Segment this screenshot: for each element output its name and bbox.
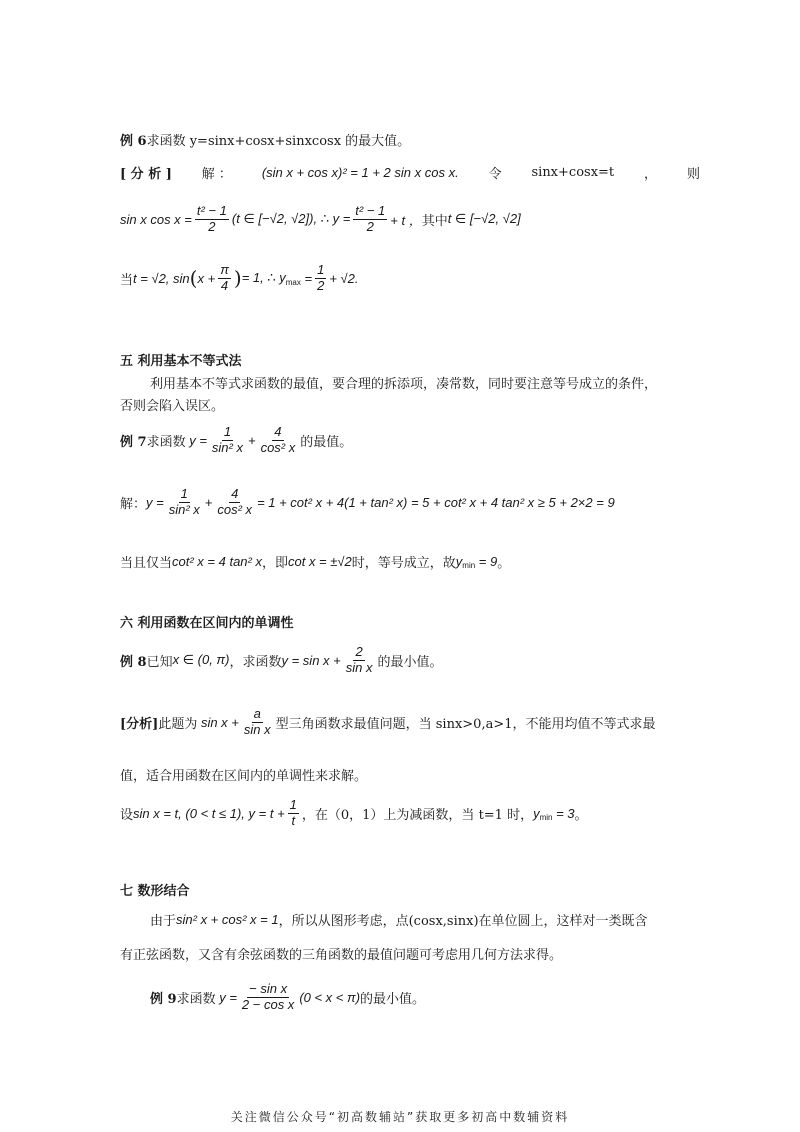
example-6-analysis-line xyxy=(120,163,700,182)
set-prefix: 设 xyxy=(120,807,134,823)
ling-word: 令 xyxy=(488,167,502,182)
example-8-analysis-label: [分析] xyxy=(120,716,159,732)
section-5-paragraph-line-1: 利用基本不等式求函数的最值，要合理的拆添项，凑常数，同时要注意等号成立的条件， xyxy=(150,377,658,392)
formula-identity: (sin x + cos x)² = 1 + 2 sin x cos x. xyxy=(261,165,459,180)
comma: ， xyxy=(644,167,658,182)
example-8-analysis-line-2: 值，适合用函数在区间内的单调性来求解。 xyxy=(120,769,368,784)
example-8-prefix: 已知 xyxy=(146,654,173,670)
condition-prefix: 当且仅当 xyxy=(120,556,173,571)
qizhong-word: 其中 xyxy=(421,213,448,229)
section-7-paragraph-line-1: 由于 sin² x + cos² x = 1 ，所以从图形考虑，点(cosx,sinx)在单位圆上，这样对一类既含 xyxy=(150,912,648,929)
example-8-label: 例 8 xyxy=(120,654,147,670)
analysis-post: 型三角函数求最值问题，当 sinx>0,a>1，不能用均值不等式求最 xyxy=(275,716,656,732)
then-word: 则 xyxy=(686,167,700,182)
dang-word: 当 xyxy=(120,272,134,288)
example-9-statement: 例 9 求函数 y = $\frac{\text{− sin x}}{\text{2 − cos x}}$ (0 < x < π) 的最小值。 xyxy=(150,981,426,1012)
example-9-label: 例 9 xyxy=(150,991,177,1007)
para-post: ，所以从图形考虑，点(cosx,sinx)在单位圆上，这样对一类既含 xyxy=(278,914,648,929)
section-7-paragraph-line-2: 有正弦函数，又含有余弦函数的三角函数的最值问题可考虑用几何方法求得。 xyxy=(120,948,563,963)
section-7-heading: 七 数形结合 xyxy=(120,884,190,899)
footer-notice: 关注微信公众号“初高数辅站”获取更多初高中数辅资料 xyxy=(230,1110,570,1124)
example-6-result-line: 当 t = √2, sin ( x + $\frac{\pi}{4}$ ) = 1, ∴ y max = $\frac{1}{2}$ + √2. xyxy=(120,262,359,293)
analysis-pre: 此题为 xyxy=(158,716,198,732)
example-6-text: 求函数 y=sinx+cosx+sinxcosx 的最大值。 xyxy=(146,134,411,149)
analysis-label: [ 分 析 ] xyxy=(120,167,172,182)
example-7-solution-line: 解： y = $\frac{1}{\text{sin² x}}$ + $\frac{4}{\text{cos² x}}$ = 1 + cot² x + 4(1 + tan² x) = 5 + cot² x + 4 tan² x ≥ 5 + 2×2 = 9 xyxy=(120,486,615,517)
para-pre: 由于 xyxy=(150,914,177,929)
condition-suffix: 时，等号成立，故 xyxy=(351,556,456,571)
example-8-analysis-line-1: [分析] 此题为 sin x + $\frac{a}{\text{sin x}}$ 型三角函数求最值问题，当 sinx>0,a>1，不能用均值不等式求最 xyxy=(120,706,656,737)
example-7-condition-line: 当且仅当 cot² x = 4 tan² x ，即 cot x = ±√2 时，等号成立，故 y min = 9 。 xyxy=(120,554,511,571)
set-end: 。 xyxy=(574,807,588,823)
example-9-prefix: 求函数 xyxy=(176,991,216,1007)
example-8-mid: ，求函数 xyxy=(229,654,282,670)
example-7-label: 例 7 xyxy=(120,434,147,450)
example-6-substitution-line: sin x cos x = $\frac{\text{t² − 1}}{2}$ (t ∈ [−√2, √2]), ∴ y = $\frac{\text{t² − 1}}{2}$ + t ， 其中 t ∈ [−√2, √2] xyxy=(120,203,521,234)
example-8-statement: 例 8 已知 x ∈ (0, π) ，求函数 y = sin x + $\frac{2}{\text{sin x}}$ 的最小值。 xyxy=(120,644,443,675)
set-mid: ，在（0，1）上为减函数，当 t=1 时， xyxy=(301,807,534,823)
substitution-text: sinx+cosx=t xyxy=(531,165,615,180)
section-5-paragraph-line-2: 否则会陷入误区。 xyxy=(120,399,225,414)
solution-label: 解 ： xyxy=(201,167,232,182)
example-7-prefix: 求函数 xyxy=(146,434,186,450)
section-5-heading: 五 利用基本不等式法 xyxy=(120,354,242,369)
example-8-setting-line: 设 sin x = t, (0 < t ≤ 1), y = t + $\frac{1}{t}$ ，在（0，1）上为减函数，当 t=1 时， y min = 3 。 xyxy=(120,797,588,828)
example-6-label: 例 6 xyxy=(120,134,147,149)
example-6-statement xyxy=(120,130,700,149)
example-8-suffix: 的最小值。 xyxy=(377,654,443,670)
section-6-heading: 六 利用函数在区间内的单调性 xyxy=(120,616,294,631)
example-7-solution-label: 解： xyxy=(120,496,147,512)
condition-end: 。 xyxy=(497,556,511,571)
example-7-statement: 例 7 求函数 y = $\frac{1}{\text{sin² x}}$ + $\frac{4}{\text{cos² x}}$ 的最值。 xyxy=(120,424,353,455)
example-9-suffix: 的最小值。 xyxy=(360,991,426,1007)
example-7-suffix: 的最值。 xyxy=(300,434,353,450)
condition-mid: ，即 xyxy=(261,556,288,571)
